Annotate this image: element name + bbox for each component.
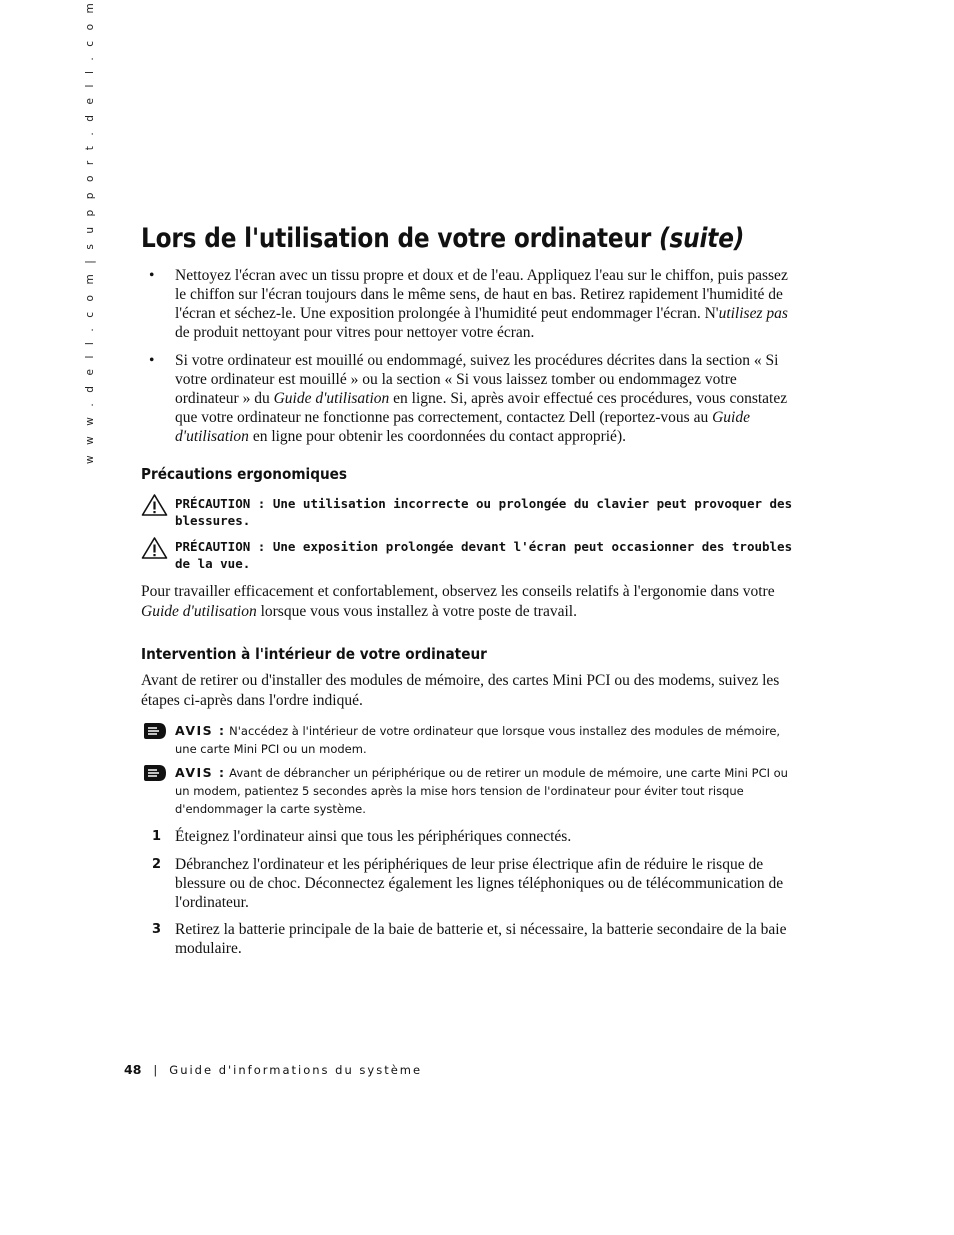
page-number: 48 bbox=[124, 1062, 142, 1077]
page-footer bbox=[124, 1062, 422, 1077]
notice-label: AVIS : bbox=[175, 723, 226, 738]
step-item bbox=[141, 827, 797, 846]
bullet-emphasis: utilisez pas bbox=[718, 305, 788, 322]
bullet-text: de produit nettoyant pour vitres pour nettoyer votre écran. bbox=[175, 324, 535, 341]
bullet-emphasis: Guide d'utilisation bbox=[273, 390, 390, 407]
title-suffix: (suite) bbox=[659, 223, 745, 254]
guide-title: Guide d'informations du système bbox=[169, 1063, 423, 1077]
bullet-marker: • bbox=[149, 352, 155, 369]
notice-block bbox=[141, 722, 801, 758]
section-heading-ergonomics: Précautions ergonomiques bbox=[141, 465, 348, 483]
bullet-item bbox=[141, 266, 797, 342]
step-text: Retirez la batterie principale de la baie de batterie et, si nécessaire, la batterie secondaire de la baie modulaire. bbox=[175, 921, 787, 957]
step-number: 1 bbox=[152, 829, 162, 844]
paragraph-emphasis: Guide d'utilisation bbox=[141, 603, 257, 620]
step-item bbox=[141, 920, 797, 958]
side-url: w w w . d e l l . c o m | s u p p o r t . d e l l . c o m bbox=[84, 0, 96, 464]
notice-text: N'accédez à l'intérieur de votre ordinateur que lorsque vous installez des modules de mémoire, une carte Mini PCI ou un modem. bbox=[175, 724, 781, 756]
bullet-item bbox=[141, 351, 797, 446]
paragraph-text: lorsque vous vous installez à votre poste de travail. bbox=[256, 603, 577, 620]
notice-text: Avant de débrancher un périphérique ou de retirer un module de mémoire, une carte Mini PCI ou un modem, patientez 5 secondes après la mise hors tension de l'ordinateur pour éviter tout risque d'endommager la carte système. bbox=[175, 766, 788, 816]
caution-text: PRÉCAUTION : Une utilisation incorrecte ou prolongée du clavier peut provoquer des blessures. bbox=[175, 496, 793, 528]
caution-text: PRÉCAUTION : Une exposition prolongée devant l'écran peut occasionner des troubles de la vue. bbox=[175, 539, 793, 571]
step-text: Éteignez l'ordinateur ainsi que tous les périphériques connectés. bbox=[175, 828, 572, 845]
step-text: Débranchez l'ordinateur et les périphériques de leur prise électrique afin de réduire le risque de blessure ou de choc. Déconnectez également les lignes téléphoniques ou de télécommunication de l'ordinateur. bbox=[175, 856, 784, 911]
footer-separator: | bbox=[153, 1063, 158, 1077]
caution-block bbox=[141, 495, 801, 529]
step-number: 2 bbox=[152, 857, 162, 872]
page-title bbox=[141, 220, 744, 258]
notice-hand-icon bbox=[143, 722, 167, 740]
warning-triangle-icon bbox=[141, 536, 168, 560]
bullet-text: en ligne pour obtenir les coordonnées du contact approprié). bbox=[248, 428, 626, 445]
intervention-intro: Avant de retirer ou d'installer des modules de mémoire, des cartes Mini PCI ou des modems, suivez les étapes ci-après dans l'ordre indiqué. bbox=[141, 672, 780, 709]
section-heading-intervention: Intervention à l'intérieur de votre ordinateur bbox=[141, 645, 487, 663]
bullet-text: Nettoyez l'écran avec un tissu propre et doux et de l'eau. Appliquez l'eau sur le chiffon, puis passez le chiffon sur l'écran toujours dans le même sens, de haut en bas. Retirez rapidement l'humidité de l'écran et séchez-le. Une exposition prolongée à l'humidité peut endommager l'écran. N' bbox=[175, 267, 788, 322]
notice-label: AVIS : bbox=[175, 765, 226, 780]
step-item bbox=[141, 855, 797, 912]
bullet-text: en ligne. Si, après avoir effectué ces procédures, vous constatez que votre ordinateur ne fonctionne pas correctement, contactez Dell (reportez-vous au bbox=[175, 390, 788, 426]
notice-block bbox=[141, 764, 801, 818]
warning-triangle-icon bbox=[141, 493, 168, 517]
title-main: Lors de l'utilisation de votre ordinateur bbox=[141, 223, 660, 254]
ergonomics-paragraph bbox=[141, 582, 801, 622]
bullet-emphasis: Guide d'utilisation bbox=[175, 409, 750, 445]
caution-block bbox=[141, 538, 801, 572]
bullet-marker: • bbox=[149, 267, 155, 284]
step-number: 3 bbox=[152, 922, 162, 937]
bullet-text: Si votre ordinateur est mouillé ou endommagé, suivez les procédures décrites dans la section « Si votre ordinateur est mouillé » ou la section « Si vous laissez tomber ou endommagez votre ordinateur » du bbox=[175, 352, 779, 407]
notice-hand-icon bbox=[143, 764, 167, 782]
paragraph-text: Pour travailler efficacement et confortablement, observez les conseils relatifs à l'ergonomie dans votre bbox=[141, 583, 775, 600]
